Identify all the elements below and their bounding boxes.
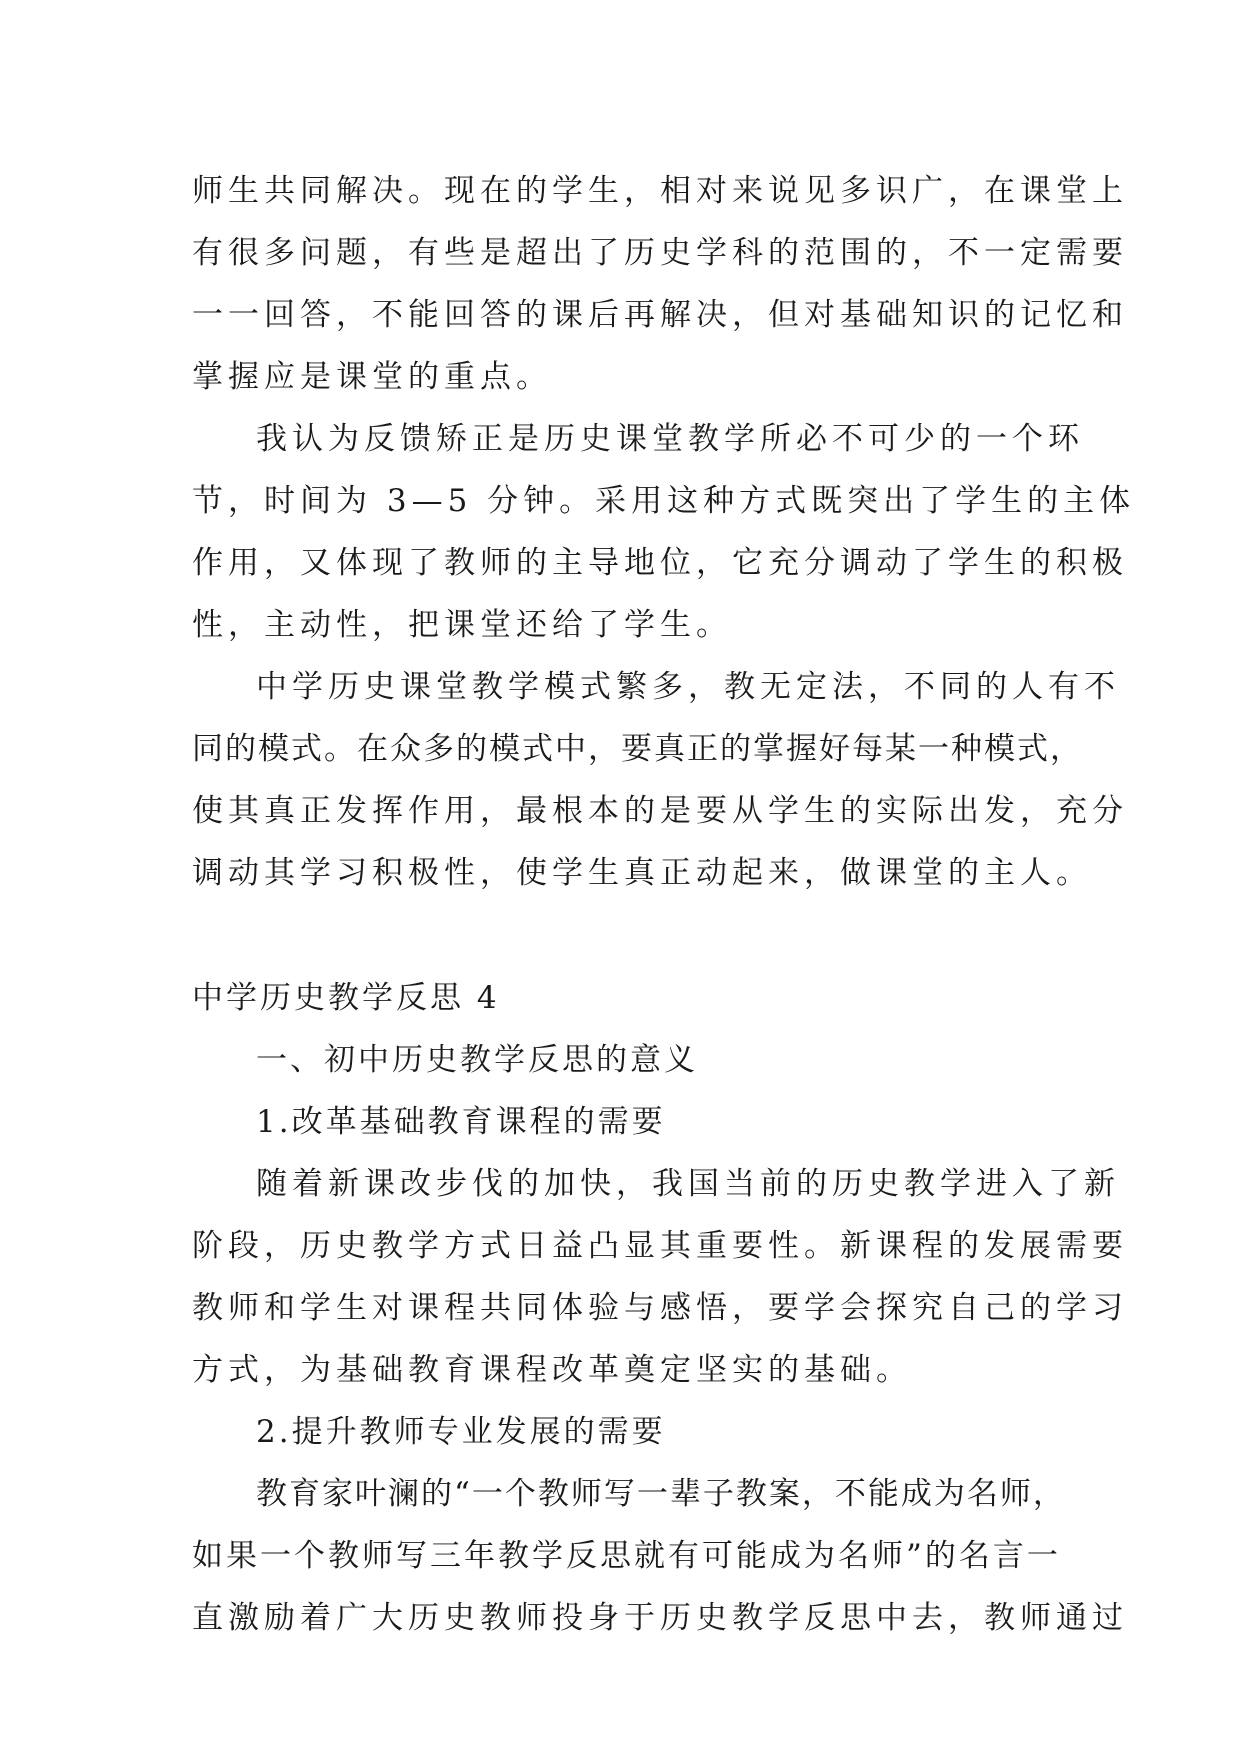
- text-line: 随着新课改步伐的加快，我国当前的历史教学进入了新: [256, 1166, 1120, 1202]
- paragraph-teaching-modes: [192, 656, 1128, 904]
- document-body: [192, 160, 1136, 1649]
- text-line: 有很多问题，有些是超出了历史学科的范围的，不一定需要: [192, 235, 1128, 271]
- text-line: 如果一个教师写三年教学反思就有可能成为名师”的名言一: [192, 1538, 1061, 1574]
- paragraph-curriculum: [192, 1153, 1128, 1401]
- text-line: 作用，又体现了教师的主导地位，它充分调动了学生的积极: [192, 545, 1128, 581]
- subheading-curriculum: 1.改革基础教育课程的需要: [256, 1104, 666, 1140]
- text-line: 直激励着广大历史教师投身于历史教学反思中去，教师通过: [192, 1600, 1128, 1636]
- text-line: 阶段，历史教学方式日益凸显其重要性。新课程的发展需要: [192, 1228, 1128, 1264]
- text-line: 掌握应是课堂的重点。: [192, 359, 552, 395]
- paragraph-teacher-development: [192, 1463, 1128, 1649]
- text-line: 教育家叶澜的“一个教师写一辈子教案，不能成为名师，: [256, 1476, 1066, 1512]
- text-line: 调动其学习积极性，使学生真正动起来，做课堂的主人。: [192, 855, 1092, 891]
- text-line: 我认为反馈矫正是历史课堂教学所必不可少的一个环: [256, 421, 1084, 457]
- section-title: 中学历史教学反思 4: [192, 980, 500, 1016]
- subheading-teacher-development: 2.提升教师专业发展的需要: [256, 1414, 666, 1450]
- text-line: 同的模式。在众多的模式中，要真正的掌握好每某一种模式，: [192, 731, 1083, 767]
- text-line: 教师和学生对课程共同体验与感悟，要学会探究自己的学习: [192, 1290, 1128, 1326]
- text-line: 师生共同解决。现在的学生，相对来说见多识广，在课堂上: [192, 173, 1128, 209]
- text-line: 方式，为基础教育课程改革奠定坚实的基础。: [192, 1352, 912, 1388]
- text-line: 中学历史课堂教学模式繁多，教无定法，不同的人有不: [256, 669, 1120, 705]
- paragraph-continuation: [192, 160, 1128, 408]
- paragraph-feedback: [192, 408, 1136, 656]
- text-line: 一一回答，不能回答的课后再解决，但对基础知识的记忆和: [192, 297, 1128, 333]
- text-line: 节，时间为 3—5 分钟。采用这种方式既突出了学生的主体: [192, 483, 1136, 519]
- subheading-meaning: 一、初中历史教学反思的意义: [256, 1042, 698, 1078]
- text-line: 性，主动性，把课堂还给了学生。: [192, 607, 732, 643]
- text-line: 使其真正发挥作用，最根本的是要从学生的实际出发，充分: [192, 793, 1128, 829]
- section-spacer: [192, 904, 1050, 967]
